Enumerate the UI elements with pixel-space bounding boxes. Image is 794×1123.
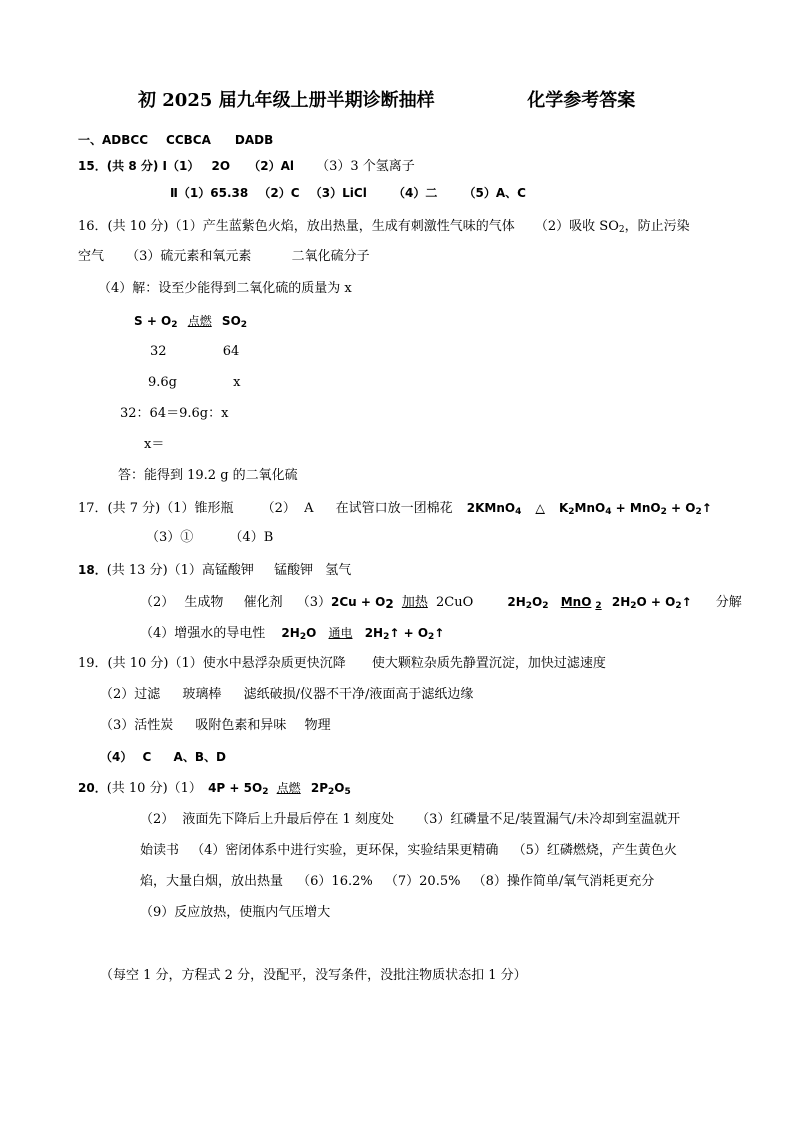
q19-line-2 xyxy=(100,686,473,704)
mc-answers xyxy=(78,131,273,149)
q19-l4b: C xyxy=(142,750,152,764)
q20-line-2 xyxy=(140,811,680,829)
q17-line-1: 17．(共 7 分)（1）锥形瓶 （2） A 在试管口放一团棉花 2KMnO$_4$ △ $K_2MnO_4 + MnO_2$ + $O_2↑$ xyxy=(78,501,712,517)
q15-b3: （3）LiCl xyxy=(309,186,367,200)
q20-l4c: （7）20.5% xyxy=(384,874,461,889)
q18-l1c: 锰酸钾 xyxy=(274,563,314,578)
title-right: 化学参考答案 xyxy=(527,90,636,111)
q20-line-1: 20．(共 10 分)（1） $4P + 5O_2$ 点燃 $2P_2O_5$ xyxy=(78,781,351,797)
title-left: 初 2025 届九年级上册半期诊断抽样 xyxy=(138,90,435,111)
q19-l1b: 使大颗粒杂质先静置沉淀，加快过滤速度 xyxy=(371,656,606,671)
mc-group-1: ADBCC xyxy=(102,133,149,147)
q19-line-3 xyxy=(100,717,331,735)
q16-l2a: 空气 xyxy=(78,249,105,264)
q19-l3b: 吸附色素和异味 xyxy=(195,718,287,733)
q17-l1b: （2） xyxy=(261,501,296,516)
q15-a3: （3）3 个氢离子 xyxy=(316,159,415,174)
q20-l4a: 焰，大量白烟，放出热量 xyxy=(140,874,284,889)
q16-mass-1: 32 xyxy=(150,344,167,359)
q19-l2a: （2）过滤 xyxy=(100,687,161,702)
q20-l1b: (共 10 分)（1） xyxy=(106,781,202,796)
q20-l4d: （8）操作简单/氧气消耗更充分 xyxy=(472,874,655,889)
q16-l2b: （3）硫元素和氧元素 xyxy=(126,249,252,264)
page-title xyxy=(138,92,635,110)
q18-l1b: (共 13 分)（1）高锰酸钾 xyxy=(106,563,254,578)
q17-eq-p1: K xyxy=(558,501,569,515)
q20-l2b: 液面先下降后上升最后停在 1 刻度处 xyxy=(182,812,394,827)
q17-l1c: A xyxy=(304,501,314,516)
q18-l2b: 生成物 xyxy=(184,595,224,610)
q16-answer: 答：能得到 19.2 g 的二氧化硫 xyxy=(118,468,298,483)
q16-l1c: ，防止污染 xyxy=(624,219,690,234)
q18-l2a: （2） xyxy=(140,595,175,610)
q20-l3a: 始读书 xyxy=(140,843,180,858)
q17-eq-p2: MnO xyxy=(574,501,606,515)
q15-head: 15．(共 8 分) Ⅰ（1） xyxy=(78,159,200,173)
q19-line-4 xyxy=(100,748,226,766)
q18-l2j: 2H xyxy=(611,595,631,609)
mc-group-2: CCBCA xyxy=(166,133,211,147)
q20-line-3 xyxy=(140,842,677,860)
q20-l2a: （2） xyxy=(140,812,175,827)
q18-l1d: 氢气 xyxy=(325,563,352,578)
q18-l3f: ↑ + O xyxy=(389,626,429,640)
q17-eq-arrow: ↑ xyxy=(701,501,712,515)
q16-eq-reactants: S + O xyxy=(134,314,172,328)
q18-l3e: 2H xyxy=(364,626,384,640)
q18-l3c: O xyxy=(306,626,317,640)
q15-line-2 xyxy=(170,184,526,202)
q15-roman-2: Ⅱ（1） xyxy=(170,186,211,200)
q20-l4b: （6）16.2% xyxy=(297,874,373,889)
q20-l3c: （5）红磷燃烧，产生黄色火 xyxy=(512,843,677,858)
q18-l3g: ↑ xyxy=(434,626,445,640)
q16-values xyxy=(148,374,240,392)
q17-l2a: （3）① xyxy=(146,530,194,545)
q20-l2c: （3）红磷量不足/装置漏气/未冷却到室温就开 xyxy=(416,812,681,827)
q16-line-1: 16．(共 10 分)（1）产生蓝紫色火焰，放出热量，生成有刺激性气味的气体 （2）吸收 $SO_2$，防止污染 xyxy=(78,219,690,235)
q17-l1a: 17．(共 7 分)（1）锥形瓶 xyxy=(78,501,234,516)
q16-masses xyxy=(150,343,239,361)
q18-l2h: 2H xyxy=(507,595,526,609)
q17-eq-reactant: 2KMnO xyxy=(466,501,516,515)
q16-x-equals: x＝ xyxy=(144,437,165,452)
q16-l1: 16．(共 10 分)（1）产生蓝紫色火焰，放出热量，生成有刺激性气味的气体 xyxy=(78,219,515,234)
q16-l2c: 二氧化硫分子 xyxy=(291,249,370,264)
q16-l3: （4）解：设至少能得到二氧化硫的质量为 x xyxy=(98,281,352,296)
q17-eq-p4: + O xyxy=(666,501,696,515)
q20-l5: （9）反应放热，使瓶内气压增大 xyxy=(140,905,331,920)
q18-l1a: 18． xyxy=(78,563,107,577)
q15-a2: （2）Al xyxy=(248,159,294,173)
q16-value-2: x xyxy=(233,375,241,390)
q19-line-1 xyxy=(78,655,606,673)
q17-l2b: （4）B xyxy=(229,530,274,545)
q20-l1d: 点燃 xyxy=(276,781,301,795)
q18-l2l: 分解 xyxy=(715,595,742,610)
q15-b2: （2）C xyxy=(258,186,300,200)
q18-l2c: 催化剂 xyxy=(243,595,283,610)
q17-eq-p3: + MnO xyxy=(611,501,661,515)
q18-l2f: 加热 xyxy=(401,595,428,610)
q19-l2b: 玻璃棒 xyxy=(182,687,222,702)
q17-l1d: 在试管口放一团棉花 xyxy=(335,501,453,516)
q20-l3b: （4）密闭体系中进行实验，更环保，实验结果更精确 xyxy=(191,843,499,858)
q17-eq-condition: △ xyxy=(535,501,545,515)
q16-line-2 xyxy=(78,248,370,266)
mc-group-3: DADB xyxy=(234,133,274,147)
q18-l2k: O + O xyxy=(636,595,676,609)
q15-b4: （4）二 xyxy=(393,186,438,200)
q18-l3b: 2H xyxy=(281,626,300,640)
q15-line-1 xyxy=(78,157,415,176)
q16-eq-condition: 点燃 xyxy=(187,314,212,328)
q19-l4c: A、B、D xyxy=(173,750,226,764)
q18-line-2: （2） 生成物 催化剂 $(3)2Cu + O_2$ 加热 2CuO $2H_2O_2$ MnO $_2$ $2H_2O$ + $O_2↑$ 分解 xyxy=(140,595,742,611)
q20-line-4 xyxy=(140,873,654,891)
q18-line-3: （4）增强水的导电性 $2H_2O$ 通电 $2H_2↑$ + $O_2↑$ xyxy=(140,626,445,642)
q17-line-2 xyxy=(146,529,273,547)
q19-l1a: 19．(共 10 分)（1）使水中悬浮杂质更快沉降 xyxy=(78,656,346,671)
q20-l1c: 4P + 5O xyxy=(208,781,263,795)
q18-line-1 xyxy=(78,561,351,580)
q16-value-1: 9.6g xyxy=(148,375,177,390)
q19-l3c: 物理 xyxy=(304,718,331,733)
scoring-note: （每空 1 分，方程式 2 分，没配平，没写条件，没批注物质状态扣 1 分） xyxy=(100,968,527,983)
q20-l1e: 2P xyxy=(310,781,328,795)
q18-l2e: 2Cu + O xyxy=(331,595,386,609)
q18-l3d: 通电 xyxy=(328,626,353,640)
q19-l4a: （4） xyxy=(100,750,133,764)
mc-label: 一、 xyxy=(78,133,103,147)
q16-l1b: （2）吸收 SO xyxy=(534,219,619,234)
q16-eq-product: SO xyxy=(221,314,241,328)
q16-equation: $S + O_2$ 点燃 $SO_2$ xyxy=(134,314,248,330)
q18-l2d: （3） xyxy=(296,595,332,610)
q16-mass-2: 64 xyxy=(222,344,240,359)
q15-b5: （5）A、C xyxy=(463,186,526,200)
q18-l3a: （4）增强水的导电性 xyxy=(140,626,266,641)
q19-l3a: （3）活性炭 xyxy=(100,718,174,733)
q20-l1a: 20． xyxy=(78,781,107,795)
q19-l2c: 滤纸破损/仪器不干净/液面高于滤纸边缘 xyxy=(243,687,474,702)
q18-l2g: 2CuO xyxy=(435,595,474,610)
q18-l2i: MnO xyxy=(560,595,592,609)
q15-a1: 2O xyxy=(211,159,231,173)
q16-ratio: 32：64＝9.6g：x xyxy=(120,406,229,421)
q15-b1: 65.38 xyxy=(210,186,249,200)
